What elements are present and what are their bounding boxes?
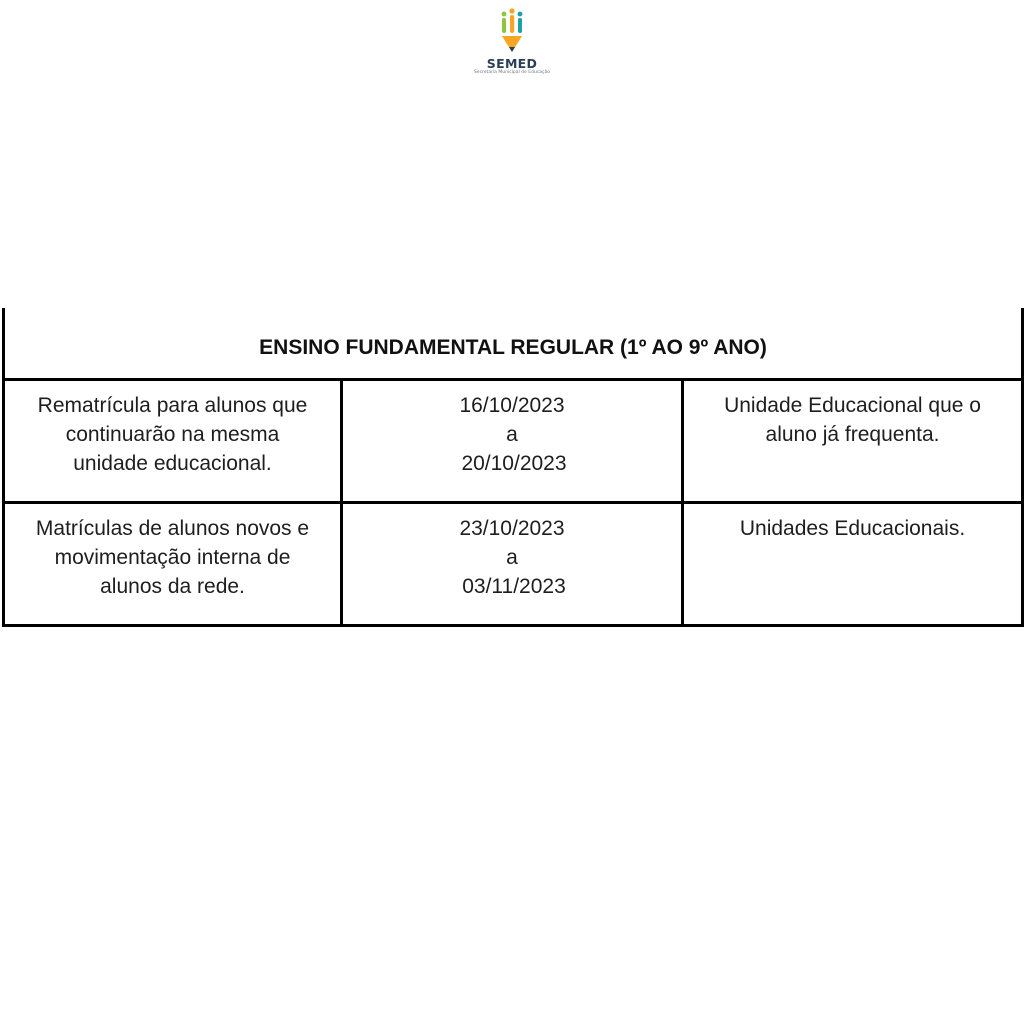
row-period-cell	[342, 380, 683, 503]
location-line: aluno já frequenta.	[765, 423, 940, 446]
period-separator: a	[506, 423, 518, 446]
logo-figure-body-left	[502, 18, 506, 33]
logo-pencil-lead	[509, 47, 515, 52]
logo-figure-head-middle	[509, 8, 514, 13]
period-end: 20/10/2023	[461, 452, 567, 475]
location-line: Unidade Educacional que o	[724, 394, 981, 417]
logo-subtitle: Secretaria Municipal de Educação	[473, 70, 551, 75]
logo-name: SEMED	[486, 56, 538, 71]
table-title-row	[4, 308, 1023, 380]
row-period-cell	[342, 503, 683, 626]
row-location-cell	[683, 380, 1023, 503]
row-description-cell	[4, 503, 342, 626]
table-row	[4, 380, 1023, 503]
period-start: 23/10/2023	[459, 517, 565, 540]
period-start: 16/10/2023	[459, 394, 565, 417]
description-line: Rematrícula para alunos que	[37, 394, 308, 417]
logo-figure-body-right	[518, 18, 522, 33]
description-line: continuarão na mesma	[65, 423, 280, 446]
description-line: alunos da rede.	[100, 575, 245, 598]
logo-figure-head-right	[518, 12, 523, 17]
semed-logo	[462, 8, 562, 88]
period-end: 03/11/2023	[462, 575, 566, 598]
row-description-cell	[4, 380, 342, 503]
semed-logo-mark-icon	[499, 8, 525, 56]
description-line: unidade educacional.	[73, 452, 272, 475]
row-location-cell	[683, 503, 1023, 626]
enrollment-schedule-table	[2, 308, 1024, 627]
location-line: Unidades Educacionais.	[739, 517, 966, 540]
table-row	[4, 503, 1023, 626]
description-line: movimentação interna de	[54, 546, 291, 569]
logo-figure-body-middle	[510, 15, 514, 33]
period-separator: a	[506, 546, 518, 569]
table-title: ENSINO FUNDAMENTAL REGULAR (1º AO 9º ANO)	[4, 308, 1023, 380]
description-line: Matrículas de alunos novos e	[35, 517, 310, 540]
logo-figure-head-left	[502, 12, 507, 17]
